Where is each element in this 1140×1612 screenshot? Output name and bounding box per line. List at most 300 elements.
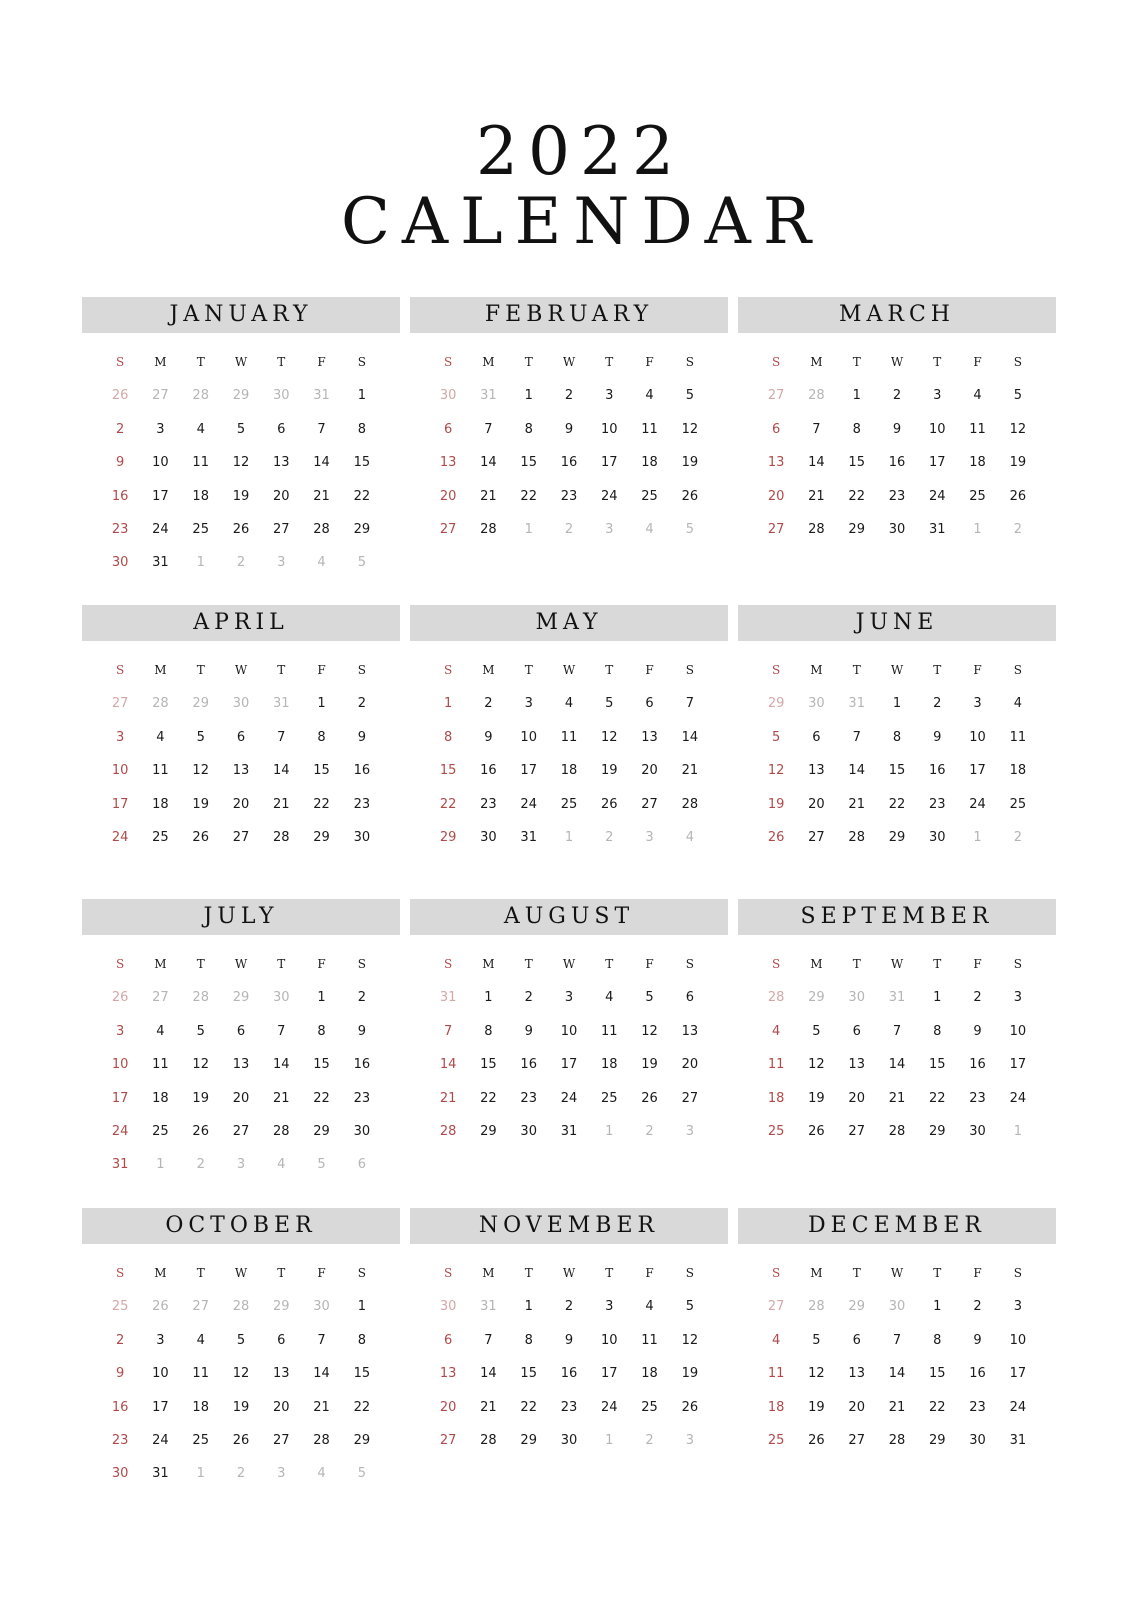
day-cell: 3 <box>116 1023 125 1039</box>
day-cell: 2 <box>524 990 533 1006</box>
day-cell-adjacent-month: 1 <box>564 829 574 845</box>
month-february <box>410 297 728 555</box>
day-cell-adjacent-month: 3 <box>277 1466 286 1482</box>
day-cell: 1 <box>317 696 326 712</box>
day-cell: 17 <box>111 1090 129 1106</box>
day-cell: 12 <box>808 1366 825 1382</box>
day-cell: 23 <box>969 1090 986 1106</box>
day-cell: 1 <box>484 990 493 1006</box>
weekday-label: W <box>562 957 576 971</box>
day-cell: 3 <box>933 388 942 404</box>
weekday-label: T <box>277 663 286 677</box>
day-cell: 17 <box>560 1057 578 1073</box>
day-cell-adjacent-month: 4 <box>317 1466 326 1482</box>
day-cell: 24 <box>1009 1090 1027 1106</box>
day-cell: 1 <box>933 1299 942 1315</box>
day-cell-adjacent-month: 29 <box>232 990 250 1006</box>
day-cell: 5 <box>812 1023 821 1039</box>
day-cell: 8 <box>444 729 453 745</box>
day-cell-adjacent-month: 29 <box>767 696 785 712</box>
day-cell-adjacent-month: 30 <box>439 1299 457 1315</box>
weekday-label: M <box>482 957 495 971</box>
day-cell: 1 <box>852 388 861 404</box>
day-cell: 13 <box>808 763 825 779</box>
day-cell: 13 <box>641 729 658 745</box>
day-cell: 16 <box>353 763 371 779</box>
day-cell: 16 <box>560 1366 578 1382</box>
day-cell: 2 <box>933 696 942 712</box>
weekday-label: S <box>116 355 125 369</box>
day-cell-adjacent-month: 31 <box>848 696 865 712</box>
day-cell: 25 <box>641 488 658 504</box>
day-cell: 16 <box>353 1057 371 1073</box>
weekday-label: S <box>1013 957 1022 971</box>
weekday-label: W <box>890 1266 904 1280</box>
day-cell: 18 <box>560 763 578 779</box>
day-cell: 17 <box>520 763 537 779</box>
month-day-grid <box>410 355 728 555</box>
day-cell: 18 <box>641 1366 658 1382</box>
weekday-label: S <box>685 355 694 369</box>
day-cell: 30 <box>480 829 497 845</box>
day-cell: 25 <box>601 1090 618 1106</box>
day-cell: 26 <box>767 829 785 845</box>
weekday-label: S <box>1013 355 1022 369</box>
day-cell: 7 <box>892 1023 902 1039</box>
day-cell: 12 <box>1009 421 1027 437</box>
day-cell: 12 <box>192 1057 209 1073</box>
month-april <box>82 605 400 863</box>
day-cell: 14 <box>480 455 497 471</box>
weekday-label: T <box>933 957 942 971</box>
day-cell: 26 <box>681 488 699 504</box>
day-cell: 24 <box>152 521 169 537</box>
day-cell: 9 <box>973 1332 982 1348</box>
weekday-label: M <box>810 663 823 677</box>
day-cell: 2 <box>564 1299 574 1315</box>
weekday-label: F <box>317 663 326 677</box>
day-cell: 1 <box>444 696 453 712</box>
weekday-label: S <box>116 663 125 677</box>
day-cell: 21 <box>273 1090 290 1106</box>
day-cell-adjacent-month: 28 <box>808 1299 825 1315</box>
day-cell-adjacent-month: 28 <box>192 990 209 1006</box>
day-cell: 31 <box>1009 1432 1027 1448</box>
day-cell: 13 <box>439 455 457 471</box>
month-header: JUNE <box>738 605 1056 641</box>
month-header: FEBRUARY <box>410 297 728 333</box>
day-cell-adjacent-month: 28 <box>808 388 825 404</box>
day-cell: 15 <box>520 1366 537 1382</box>
day-cell: 6 <box>772 421 781 437</box>
day-cell: 14 <box>888 1366 906 1382</box>
day-cell: 24 <box>520 796 537 812</box>
day-cell-adjacent-month: 1 <box>524 521 533 537</box>
day-cell: 21 <box>313 488 330 504</box>
weekday-label: F <box>973 355 982 369</box>
day-cell: 13 <box>232 1057 250 1073</box>
day-cell: 11 <box>641 1332 658 1348</box>
day-cell: 3 <box>1013 990 1022 1006</box>
day-cell: 7 <box>277 1023 286 1039</box>
day-cell: 11 <box>192 455 209 471</box>
month-november <box>410 1208 728 1466</box>
day-cell: 10 <box>152 455 169 471</box>
day-cell-adjacent-month: 3 <box>685 1123 694 1139</box>
day-cell-adjacent-month: 30 <box>273 990 290 1006</box>
day-cell-adjacent-month: 4 <box>645 521 654 537</box>
day-cell: 21 <box>808 488 825 504</box>
day-cell: 24 <box>929 488 946 504</box>
day-cell: 4 <box>605 990 614 1006</box>
day-cell: 14 <box>439 1057 457 1073</box>
day-cell: 19 <box>808 1399 825 1415</box>
day-cell: 22 <box>520 488 537 504</box>
day-cell: 5 <box>196 1023 205 1039</box>
weekday-label: S <box>772 957 781 971</box>
day-cell: 31 <box>929 521 946 537</box>
weekday-label: M <box>810 957 823 971</box>
day-cell: 7 <box>812 421 821 437</box>
weekday-label: S <box>357 1266 366 1280</box>
weekday-label: T <box>196 355 205 369</box>
calendar-year-title: 2022 <box>476 113 684 190</box>
day-cell: 15 <box>439 763 457 779</box>
day-cell-adjacent-month: 31 <box>273 696 290 712</box>
day-cell: 8 <box>524 421 533 437</box>
day-cell: 12 <box>767 763 785 779</box>
day-cell: 21 <box>480 1399 497 1415</box>
day-cell: 26 <box>232 521 250 537</box>
day-cell: 11 <box>969 421 986 437</box>
day-cell: 15 <box>888 763 906 779</box>
weekday-label: S <box>357 663 366 677</box>
day-cell: 29 <box>848 521 865 537</box>
day-cell-adjacent-month: 1 <box>196 555 205 571</box>
day-cell: 23 <box>353 1090 371 1106</box>
day-cell: 22 <box>313 1090 330 1106</box>
day-cell: 8 <box>317 729 326 745</box>
day-cell: 8 <box>357 421 366 437</box>
day-cell: 15 <box>520 455 537 471</box>
weekday-label: T <box>196 663 205 677</box>
day-cell: 14 <box>808 455 825 471</box>
day-cell: 19 <box>767 796 785 812</box>
day-cell: 9 <box>116 455 125 471</box>
day-cell: 14 <box>313 1366 330 1382</box>
day-cell-adjacent-month: 29 <box>232 388 250 404</box>
day-cell: 23 <box>560 488 578 504</box>
day-cell: 30 <box>888 521 906 537</box>
day-cell: 24 <box>969 796 986 812</box>
day-cell: 3 <box>524 696 533 712</box>
day-cell: 5 <box>605 696 614 712</box>
day-cell: 24 <box>601 488 618 504</box>
day-cell-adjacent-month: 3 <box>236 1157 246 1173</box>
day-cell: 19 <box>192 796 209 812</box>
month-day-grid <box>82 1266 400 1500</box>
day-cell: 14 <box>273 763 290 779</box>
weekday-label: T <box>196 957 205 971</box>
day-cell: 23 <box>111 521 129 537</box>
day-cell-adjacent-month: 31 <box>313 388 330 404</box>
day-cell-adjacent-month: 2 <box>645 1123 654 1139</box>
day-cell: 7 <box>317 421 326 437</box>
day-cell: 20 <box>767 488 785 504</box>
day-cell: 30 <box>560 1432 578 1448</box>
day-cell: 7 <box>685 696 694 712</box>
weekday-label: F <box>973 957 982 971</box>
day-cell: 18 <box>601 1057 618 1073</box>
day-cell: 17 <box>1009 1366 1027 1382</box>
day-cell: 17 <box>969 763 986 779</box>
weekday-label: T <box>277 957 286 971</box>
day-cell: 7 <box>277 729 286 745</box>
day-cell: 29 <box>313 1123 330 1139</box>
day-cell: 11 <box>192 1366 209 1382</box>
day-cell: 23 <box>560 1399 578 1415</box>
day-cell: 2 <box>973 990 982 1006</box>
day-cell: 27 <box>641 796 658 812</box>
day-cell: 9 <box>484 729 493 745</box>
day-cell: 5 <box>645 990 654 1006</box>
day-cell: 11 <box>767 1057 785 1073</box>
day-cell-adjacent-month: 30 <box>808 696 825 712</box>
day-cell-adjacent-month: 31 <box>480 1299 497 1315</box>
day-cell: 23 <box>888 488 906 504</box>
day-cell: 27 <box>273 521 290 537</box>
day-cell: 7 <box>317 1332 326 1348</box>
day-cell: 26 <box>192 829 209 845</box>
day-cell: 5 <box>196 729 205 745</box>
day-cell: 20 <box>439 488 457 504</box>
month-header: AUGUST <box>410 899 728 935</box>
day-cell: 8 <box>933 1023 942 1039</box>
weekday-label: T <box>852 1266 861 1280</box>
day-cell: 22 <box>439 796 457 812</box>
day-cell: 11 <box>1009 729 1027 745</box>
day-cell: 9 <box>564 421 574 437</box>
day-cell: 9 <box>357 729 366 745</box>
day-cell: 4 <box>645 1299 654 1315</box>
day-cell: 26 <box>601 796 618 812</box>
weekday-label: S <box>772 663 781 677</box>
day-cell: 6 <box>236 729 246 745</box>
day-cell: 14 <box>273 1057 290 1073</box>
day-cell: 31 <box>152 1466 169 1482</box>
day-cell: 9 <box>892 421 902 437</box>
day-cell: 6 <box>444 421 453 437</box>
weekday-label: S <box>444 663 453 677</box>
day-cell-adjacent-month: 30 <box>313 1299 330 1315</box>
day-cell: 16 <box>888 455 906 471</box>
day-cell-adjacent-month: 27 <box>152 388 169 404</box>
day-cell: 3 <box>1013 1299 1022 1315</box>
day-cell: 6 <box>277 1332 286 1348</box>
day-cell: 3 <box>605 388 614 404</box>
day-cell: 20 <box>273 488 290 504</box>
day-cell-adjacent-month: 4 <box>317 555 326 571</box>
day-cell-adjacent-month: 27 <box>192 1299 209 1315</box>
month-day-grid <box>738 663 1056 863</box>
day-cell-adjacent-month: 28 <box>152 696 169 712</box>
day-cell-adjacent-month: 28 <box>192 388 209 404</box>
day-cell: 2 <box>564 388 574 404</box>
day-cell: 16 <box>969 1366 986 1382</box>
day-cell: 2 <box>357 990 366 1006</box>
month-header: DECEMBER <box>738 1208 1056 1244</box>
day-cell: 21 <box>273 796 290 812</box>
day-cell: 19 <box>232 1399 250 1415</box>
weekday-label: M <box>154 1266 167 1280</box>
weekday-label: M <box>154 663 167 677</box>
weekday-label: T <box>277 355 286 369</box>
day-cell: 10 <box>929 421 946 437</box>
day-cell: 5 <box>685 1299 694 1315</box>
weekday-label: S <box>444 957 453 971</box>
day-cell: 22 <box>353 1399 371 1415</box>
day-cell: 4 <box>645 388 654 404</box>
day-cell: 19 <box>641 1057 658 1073</box>
day-cell: 12 <box>641 1023 658 1039</box>
day-cell: 7 <box>484 1332 493 1348</box>
day-cell: 17 <box>111 796 129 812</box>
day-cell-adjacent-month: 1 <box>605 1123 614 1139</box>
day-cell: 20 <box>681 1057 699 1073</box>
day-cell: 25 <box>192 521 209 537</box>
day-cell-adjacent-month: 28 <box>232 1299 250 1315</box>
day-cell: 27 <box>767 521 785 537</box>
day-cell: 16 <box>929 763 946 779</box>
day-cell: 24 <box>601 1399 618 1415</box>
weekday-label: S <box>772 1266 781 1280</box>
weekday-label: F <box>317 1266 326 1280</box>
day-cell: 10 <box>152 1366 169 1382</box>
day-cell: 27 <box>232 829 250 845</box>
day-cell: 31 <box>560 1123 578 1139</box>
day-cell: 25 <box>192 1432 209 1448</box>
day-cell: 6 <box>685 990 694 1006</box>
day-cell: 14 <box>681 729 699 745</box>
day-cell-adjacent-month: 1 <box>1013 1123 1022 1139</box>
day-cell: 3 <box>156 421 165 437</box>
weekday-label: M <box>154 355 167 369</box>
month-header: NOVEMBER <box>410 1208 728 1244</box>
day-cell-adjacent-month: 30 <box>888 1299 906 1315</box>
day-cell-adjacent-month: 3 <box>685 1432 694 1448</box>
day-cell: 19 <box>1009 455 1027 471</box>
day-cell: 26 <box>1009 488 1027 504</box>
day-cell-adjacent-month: 30 <box>848 990 865 1006</box>
day-cell: 28 <box>313 1432 330 1448</box>
day-cell: 19 <box>681 1366 699 1382</box>
weekday-label: S <box>685 1266 694 1280</box>
day-cell: 27 <box>681 1090 699 1106</box>
weekday-label: F <box>317 957 326 971</box>
day-cell: 19 <box>601 763 618 779</box>
month-day-grid <box>410 957 728 1157</box>
day-cell: 10 <box>560 1023 578 1039</box>
day-cell: 29 <box>480 1123 497 1139</box>
day-cell: 17 <box>152 488 169 504</box>
day-cell: 13 <box>848 1366 865 1382</box>
day-cell: 2 <box>973 1299 982 1315</box>
day-cell: 13 <box>848 1057 865 1073</box>
day-cell: 26 <box>808 1432 825 1448</box>
weekday-label: F <box>645 355 654 369</box>
day-cell: 29 <box>353 521 371 537</box>
day-cell: 11 <box>641 421 658 437</box>
weekday-label: S <box>1013 663 1022 677</box>
day-cell: 15 <box>353 455 371 471</box>
day-cell: 18 <box>969 455 986 471</box>
weekday-label: W <box>234 1266 248 1280</box>
day-cell: 30 <box>111 555 129 571</box>
day-cell: 28 <box>888 1432 906 1448</box>
day-cell: 25 <box>1009 796 1027 812</box>
day-cell: 19 <box>192 1090 209 1106</box>
day-cell: 17 <box>601 1366 618 1382</box>
day-cell: 15 <box>313 763 330 779</box>
day-cell: 25 <box>969 488 986 504</box>
month-march <box>738 297 1056 555</box>
day-cell: 17 <box>152 1399 169 1415</box>
day-cell: 4 <box>973 388 982 404</box>
day-cell-adjacent-month: 26 <box>111 990 129 1006</box>
day-cell: 13 <box>767 455 785 471</box>
day-cell: 10 <box>520 729 537 745</box>
day-cell: 27 <box>232 1123 250 1139</box>
day-cell: 25 <box>641 1399 658 1415</box>
day-cell: 14 <box>313 455 330 471</box>
day-cell: 13 <box>681 1023 699 1039</box>
day-cell: 24 <box>152 1432 169 1448</box>
day-cell-adjacent-month: 26 <box>111 388 129 404</box>
day-cell: 6 <box>645 696 654 712</box>
day-cell: 12 <box>681 1332 699 1348</box>
day-cell: 28 <box>273 829 290 845</box>
day-cell: 22 <box>929 1399 946 1415</box>
day-cell: 4 <box>196 1332 205 1348</box>
weekday-label: W <box>890 957 904 971</box>
day-cell: 29 <box>888 829 906 845</box>
day-cell-adjacent-month: 27 <box>111 696 129 712</box>
day-cell: 9 <box>973 1023 982 1039</box>
weekday-label: M <box>810 1266 823 1280</box>
day-cell: 11 <box>152 1057 169 1073</box>
day-cell: 21 <box>888 1399 906 1415</box>
day-cell: 18 <box>192 1399 209 1415</box>
weekday-label: T <box>605 957 614 971</box>
weekday-label: T <box>524 663 533 677</box>
day-cell: 8 <box>357 1332 366 1348</box>
day-cell: 5 <box>772 729 781 745</box>
day-cell: 28 <box>480 521 497 537</box>
calendar-word-title: CALENDAR <box>340 185 824 259</box>
weekday-label: T <box>524 957 533 971</box>
day-cell: 9 <box>933 729 942 745</box>
day-cell: 4 <box>564 696 574 712</box>
day-cell: 17 <box>601 455 618 471</box>
month-day-grid <box>410 663 728 863</box>
day-cell: 26 <box>808 1123 825 1139</box>
day-cell-adjacent-month: 3 <box>605 521 614 537</box>
day-cell: 14 <box>480 1366 497 1382</box>
day-cell: 22 <box>520 1399 537 1415</box>
day-cell: 8 <box>484 1023 493 1039</box>
day-cell: 10 <box>601 421 618 437</box>
weekday-label: M <box>482 1266 495 1280</box>
